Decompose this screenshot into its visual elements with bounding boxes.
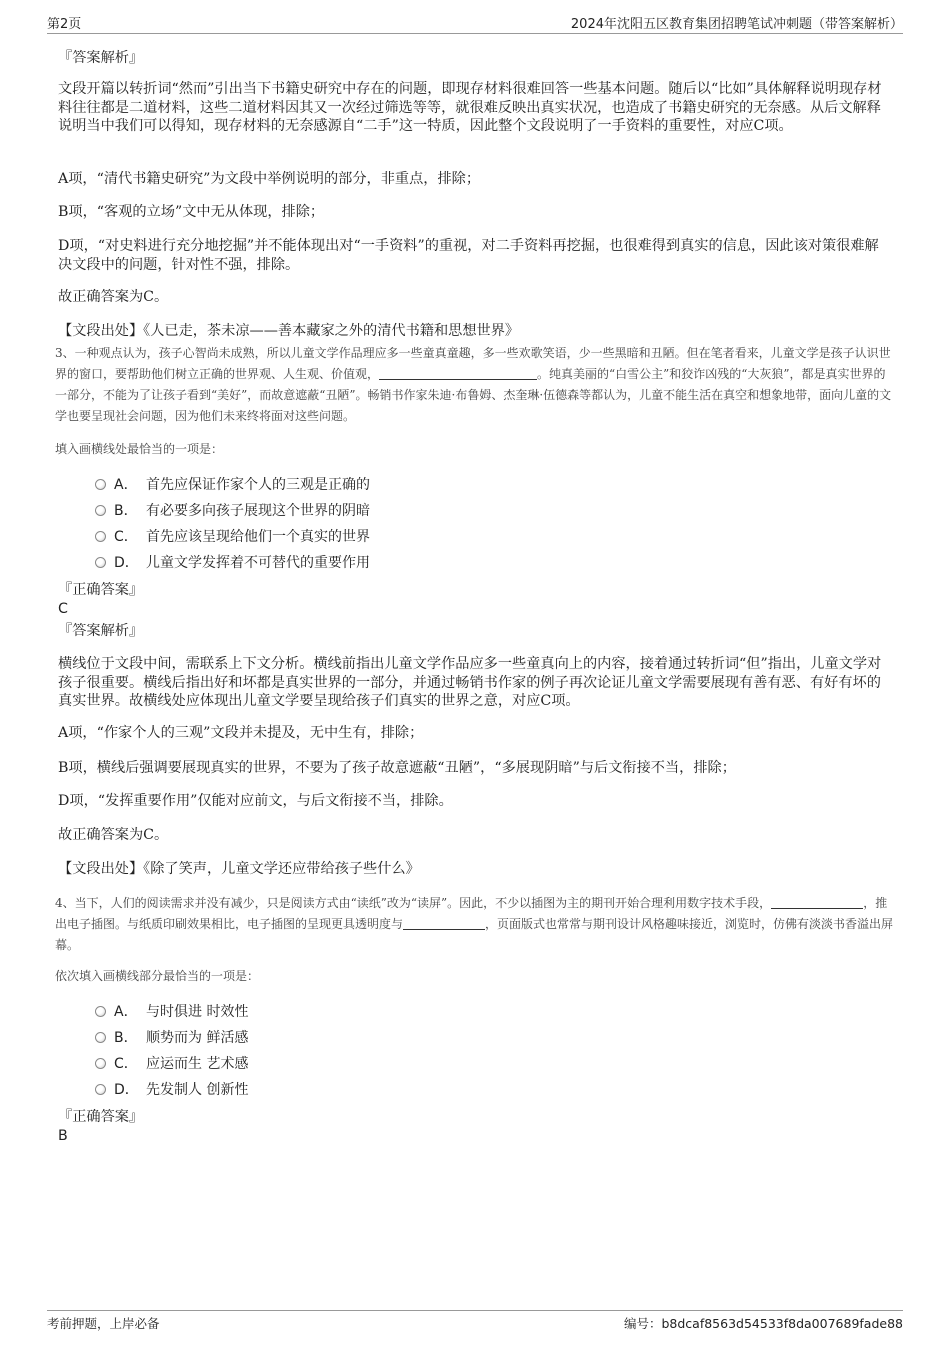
radio-icon[interactable] [95,1084,106,1095]
radio-icon[interactable] [95,1058,106,1069]
source-citation: 【文段出处】《人已走，茶未凉——善本藏家之外的清代书籍和思想世界》 [58,323,520,339]
option-b[interactable]: B． 有必要多向孩子展现这个世界的阴暗 [95,501,370,521]
option-b[interactable]: B． 顺势而为 鲜活感 [95,1028,248,1048]
question-4-prompt: 依次填入画横线部分最恰当的一项是： [55,969,260,983]
document-title: 2024年沈阳五区教育集团招聘笔试冲刺题（带答案解析） [570,17,903,32]
option-a[interactable]: A． 首先应保证作家个人的三观是正确的 [95,475,370,495]
source-citation: 【文段出处】《除了笑声，儿童文学还应带给孩子些什么》 [58,861,420,877]
radio-icon[interactable] [95,1032,106,1043]
page-number: 第2页 [47,17,82,32]
correct-answer-label: 『正确答案』 [58,582,144,598]
option-c[interactable]: C． 首先应该呈现给他们一个真实的世界 [95,527,370,547]
analysis-option-a: A项，“作家个人的三观”文段并未提及，无中生有，排除； [58,725,424,741]
page-header [47,13,903,34]
radio-icon[interactable] [95,1006,106,1017]
footer-slogan: 考前押题，上岸必备 [47,1316,160,1331]
question-3-prompt: 填入画横线处最恰当的一项是： [55,442,224,456]
question-4-text: 4、当下，人们的阅读需求并没有减少，只是阅读方式由“读纸”改为“读屏”。因此，不少以插图为主的期刊开始合理利用数字技术手段， ，推出电子插图。与纸质印刷效果相比，电子插图的呈现更具透明度与 ，页面版式也常常与期刊设计风格趣味接近，浏览时，仿佛有淡淡书香溢出屏幕。 [55,896,894,952]
radio-icon[interactable] [95,479,106,490]
analysis-label: 『答案解析』 [58,50,144,66]
analysis-option-a: A项，“清代书籍史研究”为文段中举例说明的部分，非重点，排除； [58,171,481,187]
correct-answer-value: C [58,601,68,617]
radio-icon[interactable] [95,505,106,516]
fill-blank [379,367,537,380]
page-footer [47,1310,903,1331]
analysis-label: 『答案解析』 [58,623,144,639]
question-3-text: 3、一种观点认为，孩子心智尚未成熟，所以儿童文学作品理应多一些童真童趣，多一些欢歌笑语，少一些黑暗和丑陋。但在笔者看来，儿童文学是孩子认识世界的窗口，要帮助他们树立正确的世界观、人生观、价值观， 。纯真美丽的“白雪公主”和狡诈凶残的“大灰狼”，都是真实世界的一部分，不能为了让孩子看到“美好”，而故意遮蔽“丑陋”。畅销书作家朱迪·布鲁姆、杰奎琳·伍德森等都认为，儿童不能生活在真空和想象地带，面向儿童的文学也要呈现社会问题，因为他们未来终将面对这些问题。 [55,346,892,423]
option-d[interactable]: D． 儿童文学发挥着不可替代的重要作用 [95,553,370,573]
fill-blank [771,896,863,909]
analysis-option-d: D项，“发挥重要作用”仅能对应前文，与后文衔接不当，排除。 [58,793,453,809]
radio-icon[interactable] [95,531,106,542]
analysis-paragraph: 横线位于文段中间，需联系上下文分析。横线前指出儿童文学作品应多一些童真向上的内容，接着通过转折词“但”指出，儿童文学对孩子很重要。横线后指出好和坏都是真实世界的一部分，并通过畅销书作家的例子再次论证儿童文学需要展现有善有恶、有好有坏的真实世界。故横线处应体现出儿童文学要呈现给孩子们真实的世界之意，对应C项。 [58,656,882,709]
option-a[interactable]: A． 与时俱进 时效性 [95,1002,248,1022]
option-c[interactable]: C． 应运而生 艺术感 [95,1054,248,1074]
correct-answer-value: B [58,1128,68,1144]
option-d[interactable]: D． 先发制人 创新性 [95,1080,248,1100]
radio-icon[interactable] [95,557,106,568]
fill-blank [403,917,485,930]
analysis-option-b: B项，“客观的立场”文中无从体现，排除； [58,204,325,220]
correct-answer-statement: 故正确答案为C。 [58,827,169,843]
analysis-option-b: B项，横线后强调要展现真实的世界，不要为了孩子故意遮蔽“丑陋”，“多展现阴暗”与后文衔接不当，排除； [58,760,736,776]
analysis-paragraph: 文段开篇以转折词“然而”引出当下书籍史研究中存在的问题，即现存材料很难回答一些基本问题。随后以“比如”具体解释说明现存材料往往都是二道材料，这些二道材料因其又一次经过筛选等等，就很难反映出真实状况，也造成了书籍史研究的无奈感。从后文解释说明当中我们可以得知，现存材料的无奈感源自“二手”这一特质，因此整个文段说明了一手资料的重要性，对应C项。 [58,81,882,134]
analysis-option-d: D项，“对史料进行充分地挖掘”并不能体现出对“一手资料”的重视，对二手资料再挖掘，也很难得到真实的信息，因此该对策很难解决文段中的问题，针对性不强，排除。 [58,238,879,273]
document-id: 编号：b8dcaf8563d54533f8da007689fade88 [623,1316,903,1331]
correct-answer-label: 『正确答案』 [58,1109,144,1125]
correct-answer-statement: 故正确答案为C。 [58,289,169,305]
